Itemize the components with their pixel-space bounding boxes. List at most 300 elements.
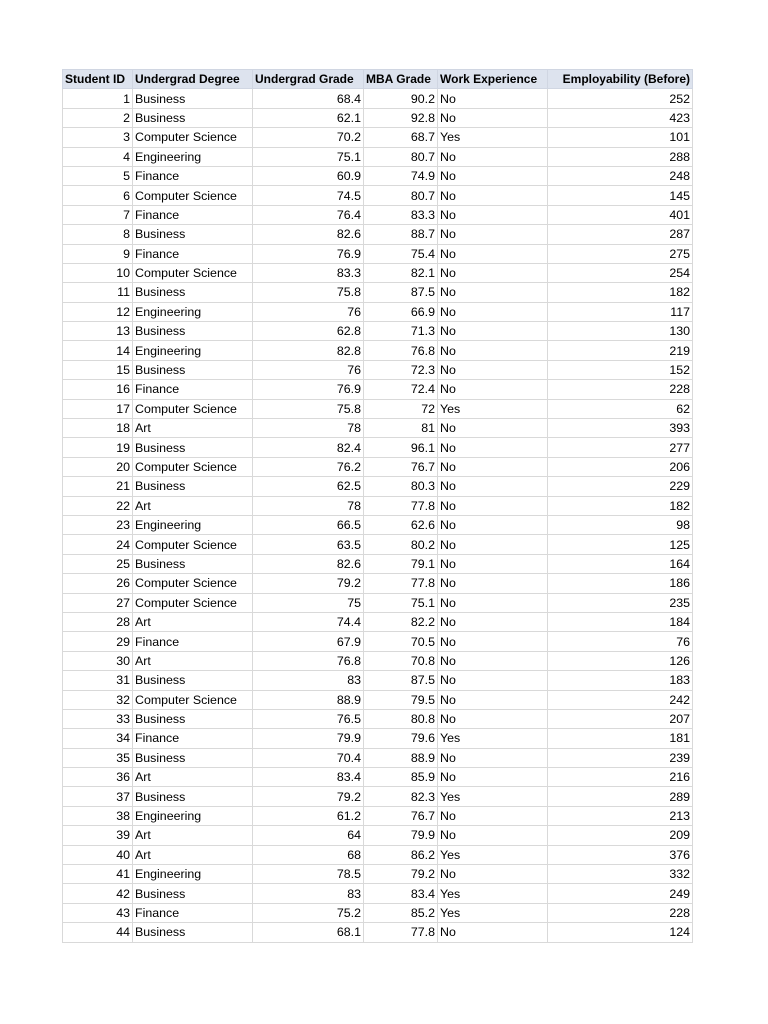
cell-employability-before[interactable]: 126 bbox=[548, 651, 693, 670]
cell-undergrad-degree[interactable]: Business bbox=[133, 923, 253, 942]
cell-work-experience[interactable]: Yes bbox=[438, 787, 548, 806]
cell-employability-before[interactable]: 206 bbox=[548, 457, 693, 476]
cell-undergrad-grade[interactable]: 82.8 bbox=[253, 341, 364, 360]
cell-work-experience[interactable]: No bbox=[438, 380, 548, 399]
cell-undergrad-grade[interactable]: 75 bbox=[253, 593, 364, 612]
cell-mba-grade[interactable]: 77.8 bbox=[364, 923, 438, 942]
cell-employability-before[interactable]: 423 bbox=[548, 108, 693, 127]
cell-student-id[interactable]: 41 bbox=[63, 865, 133, 884]
cell-employability-before[interactable]: 183 bbox=[548, 671, 693, 690]
cell-employability-before[interactable]: 216 bbox=[548, 768, 693, 787]
cell-work-experience[interactable]: No bbox=[438, 515, 548, 534]
cell-mba-grade[interactable]: 83.3 bbox=[364, 205, 438, 224]
cell-employability-before[interactable]: 76 bbox=[548, 632, 693, 651]
cell-undergrad-grade[interactable]: 66.5 bbox=[253, 515, 364, 534]
cell-employability-before[interactable]: 254 bbox=[548, 263, 693, 282]
cell-undergrad-degree[interactable]: Finance bbox=[133, 205, 253, 224]
cell-mba-grade[interactable]: 77.8 bbox=[364, 574, 438, 593]
cell-undergrad-grade[interactable]: 78 bbox=[253, 496, 364, 515]
cell-undergrad-degree[interactable]: Computer Science bbox=[133, 186, 253, 205]
cell-undergrad-grade[interactable]: 76.9 bbox=[253, 380, 364, 399]
cell-work-experience[interactable]: No bbox=[438, 438, 548, 457]
cell-student-id[interactable]: 39 bbox=[63, 826, 133, 845]
cell-student-id[interactable]: 44 bbox=[63, 923, 133, 942]
cell-undergrad-grade[interactable]: 76.9 bbox=[253, 244, 364, 263]
cell-undergrad-grade[interactable]: 75.8 bbox=[253, 283, 364, 302]
cell-employability-before[interactable]: 228 bbox=[548, 903, 693, 922]
cell-mba-grade[interactable]: 80.8 bbox=[364, 709, 438, 728]
header-undergrad-grade[interactable]: Undergrad Grade bbox=[253, 70, 364, 89]
cell-undergrad-grade[interactable]: 68 bbox=[253, 845, 364, 864]
cell-undergrad-degree[interactable]: Finance bbox=[133, 729, 253, 748]
cell-mba-grade[interactable]: 72 bbox=[364, 399, 438, 418]
cell-mba-grade[interactable]: 81 bbox=[364, 419, 438, 438]
cell-undergrad-degree[interactable]: Finance bbox=[133, 903, 253, 922]
cell-undergrad-degree[interactable]: Computer Science bbox=[133, 457, 253, 476]
cell-student-id[interactable]: 17 bbox=[63, 399, 133, 418]
cell-undergrad-degree[interactable]: Art bbox=[133, 845, 253, 864]
cell-student-id[interactable]: 4 bbox=[63, 147, 133, 166]
cell-undergrad-degree[interactable]: Finance bbox=[133, 380, 253, 399]
table-row bbox=[63, 826, 693, 845]
spreadsheet-table bbox=[62, 69, 693, 943]
cell-mba-grade[interactable]: 71.3 bbox=[364, 322, 438, 341]
cell-undergrad-grade[interactable]: 82.6 bbox=[253, 554, 364, 573]
cell-work-experience[interactable]: No bbox=[438, 186, 548, 205]
cell-student-id[interactable]: 18 bbox=[63, 419, 133, 438]
cell-student-id[interactable]: 10 bbox=[63, 263, 133, 282]
cell-work-experience[interactable]: No bbox=[438, 768, 548, 787]
cell-undergrad-grade[interactable]: 67.9 bbox=[253, 632, 364, 651]
table-row bbox=[63, 399, 693, 418]
cell-undergrad-degree[interactable]: Business bbox=[133, 554, 253, 573]
cell-mba-grade[interactable]: 92.8 bbox=[364, 108, 438, 127]
cell-mba-grade[interactable]: 66.9 bbox=[364, 302, 438, 321]
table-row bbox=[63, 457, 693, 476]
header-employability-before[interactable]: Employability (Before) bbox=[548, 70, 693, 89]
cell-work-experience[interactable]: No bbox=[438, 283, 548, 302]
cell-work-experience[interactable]: No bbox=[438, 690, 548, 709]
table-row bbox=[63, 515, 693, 534]
cell-undergrad-degree[interactable]: Business bbox=[133, 748, 253, 767]
cell-student-id[interactable]: 33 bbox=[63, 709, 133, 728]
cell-student-id[interactable]: 15 bbox=[63, 360, 133, 379]
cell-work-experience[interactable]: No bbox=[438, 108, 548, 127]
cell-employability-before[interactable]: 235 bbox=[548, 593, 693, 612]
cell-work-experience[interactable]: No bbox=[438, 748, 548, 767]
cell-mba-grade[interactable]: 76.7 bbox=[364, 457, 438, 476]
cell-mba-grade[interactable]: 82.2 bbox=[364, 612, 438, 631]
cell-employability-before[interactable]: 228 bbox=[548, 380, 693, 399]
table-row bbox=[63, 341, 693, 360]
cell-mba-grade[interactable]: 76.7 bbox=[364, 806, 438, 825]
cell-undergrad-grade[interactable]: 83 bbox=[253, 671, 364, 690]
cell-work-experience[interactable]: No bbox=[438, 263, 548, 282]
cell-work-experience[interactable]: No bbox=[438, 554, 548, 573]
cell-work-experience[interactable]: No bbox=[438, 457, 548, 476]
cell-student-id[interactable]: 6 bbox=[63, 186, 133, 205]
table-row bbox=[63, 186, 693, 205]
cell-employability-before[interactable]: 277 bbox=[548, 438, 693, 457]
cell-undergrad-grade[interactable]: 79.2 bbox=[253, 787, 364, 806]
cell-mba-grade[interactable]: 79.1 bbox=[364, 554, 438, 573]
cell-employability-before[interactable]: 289 bbox=[548, 787, 693, 806]
cell-work-experience[interactable]: No bbox=[438, 419, 548, 438]
cell-work-experience[interactable]: No bbox=[438, 166, 548, 185]
cell-student-id[interactable]: 23 bbox=[63, 515, 133, 534]
cell-student-id[interactable]: 35 bbox=[63, 748, 133, 767]
table-row bbox=[63, 380, 693, 399]
table-row bbox=[63, 593, 693, 612]
cell-employability-before[interactable]: 152 bbox=[548, 360, 693, 379]
table-row bbox=[63, 574, 693, 593]
cell-undergrad-degree[interactable]: Engineering bbox=[133, 147, 253, 166]
cell-employability-before[interactable]: 125 bbox=[548, 535, 693, 554]
table-row bbox=[63, 884, 693, 903]
cell-mba-grade[interactable]: 82.3 bbox=[364, 787, 438, 806]
cell-undergrad-grade[interactable]: 78 bbox=[253, 419, 364, 438]
cell-student-id[interactable]: 43 bbox=[63, 903, 133, 922]
cell-work-experience[interactable]: No bbox=[438, 341, 548, 360]
cell-student-id[interactable]: 32 bbox=[63, 690, 133, 709]
cell-employability-before[interactable]: 182 bbox=[548, 496, 693, 515]
cell-student-id[interactable]: 9 bbox=[63, 244, 133, 263]
cell-undergrad-degree[interactable]: Art bbox=[133, 651, 253, 670]
cell-student-id[interactable]: 26 bbox=[63, 574, 133, 593]
cell-employability-before[interactable]: 164 bbox=[548, 554, 693, 573]
cell-work-experience[interactable]: No bbox=[438, 806, 548, 825]
cell-work-experience[interactable]: No bbox=[438, 477, 548, 496]
cell-student-id[interactable]: 21 bbox=[63, 477, 133, 496]
cell-mba-grade[interactable]: 77.8 bbox=[364, 496, 438, 515]
cell-student-id[interactable]: 7 bbox=[63, 205, 133, 224]
cell-undergrad-degree[interactable]: Finance bbox=[133, 244, 253, 263]
cell-undergrad-degree[interactable]: Computer Science bbox=[133, 128, 253, 147]
cell-undergrad-degree[interactable]: Art bbox=[133, 496, 253, 515]
cell-undergrad-degree[interactable]: Business bbox=[133, 283, 253, 302]
cell-student-id[interactable]: 31 bbox=[63, 671, 133, 690]
cell-undergrad-grade[interactable]: 76 bbox=[253, 360, 364, 379]
cell-mba-grade[interactable]: 79.9 bbox=[364, 826, 438, 845]
cell-employability-before[interactable]: 182 bbox=[548, 283, 693, 302]
cell-employability-before[interactable]: 376 bbox=[548, 845, 693, 864]
cell-student-id[interactable]: 40 bbox=[63, 845, 133, 864]
cell-undergrad-grade[interactable]: 88.9 bbox=[253, 690, 364, 709]
cell-mba-grade[interactable]: 75.4 bbox=[364, 244, 438, 263]
cell-mba-grade[interactable]: 80.7 bbox=[364, 147, 438, 166]
cell-work-experience[interactable]: No bbox=[438, 709, 548, 728]
cell-work-experience[interactable]: Yes bbox=[438, 845, 548, 864]
cell-employability-before[interactable]: 248 bbox=[548, 166, 693, 185]
cell-student-id[interactable]: 25 bbox=[63, 554, 133, 573]
cell-student-id[interactable]: 14 bbox=[63, 341, 133, 360]
cell-employability-before[interactable]: 181 bbox=[548, 729, 693, 748]
cell-employability-before[interactable]: 186 bbox=[548, 574, 693, 593]
cell-undergrad-grade[interactable]: 79.9 bbox=[253, 729, 364, 748]
cell-mba-grade[interactable]: 75.1 bbox=[364, 593, 438, 612]
cell-mba-grade[interactable]: 70.5 bbox=[364, 632, 438, 651]
cell-student-id[interactable]: 12 bbox=[63, 302, 133, 321]
cell-employability-before[interactable]: 117 bbox=[548, 302, 693, 321]
header-work-experience[interactable]: Work Experience bbox=[438, 70, 548, 89]
cell-employability-before[interactable]: 124 bbox=[548, 923, 693, 942]
header-mba-grade[interactable]: MBA Grade bbox=[364, 70, 438, 89]
cell-work-experience[interactable]: No bbox=[438, 632, 548, 651]
cell-undergrad-degree[interactable]: Engineering bbox=[133, 806, 253, 825]
cell-work-experience[interactable]: No bbox=[438, 89, 548, 108]
cell-mba-grade[interactable]: 74.9 bbox=[364, 166, 438, 185]
cell-undergrad-grade[interactable]: 82.4 bbox=[253, 438, 364, 457]
table-row bbox=[63, 845, 693, 864]
cell-work-experience[interactable]: No bbox=[438, 612, 548, 631]
cell-mba-grade[interactable]: 79.6 bbox=[364, 729, 438, 748]
table-row bbox=[63, 768, 693, 787]
cell-undergrad-grade[interactable]: 64 bbox=[253, 826, 364, 845]
table-row bbox=[63, 108, 693, 127]
cell-mba-grade[interactable]: 83.4 bbox=[364, 884, 438, 903]
cell-employability-before[interactable]: 393 bbox=[548, 419, 693, 438]
cell-undergrad-grade[interactable]: 75.1 bbox=[253, 147, 364, 166]
cell-student-id[interactable]: 5 bbox=[63, 166, 133, 185]
cell-work-experience[interactable]: No bbox=[438, 244, 548, 263]
cell-mba-grade[interactable]: 80.7 bbox=[364, 186, 438, 205]
cell-undergrad-grade[interactable]: 60.9 bbox=[253, 166, 364, 185]
cell-undergrad-grade[interactable]: 83.3 bbox=[253, 263, 364, 282]
cell-employability-before[interactable]: 401 bbox=[548, 205, 693, 224]
cell-undergrad-grade[interactable]: 68.4 bbox=[253, 89, 364, 108]
cell-mba-grade[interactable]: 82.1 bbox=[364, 263, 438, 282]
table-row bbox=[63, 671, 693, 690]
cell-undergrad-degree[interactable]: Art bbox=[133, 826, 253, 845]
cell-mba-grade[interactable]: 86.2 bbox=[364, 845, 438, 864]
cell-undergrad-grade[interactable]: 70.4 bbox=[253, 748, 364, 767]
cell-employability-before[interactable]: 242 bbox=[548, 690, 693, 709]
cell-student-id[interactable]: 11 bbox=[63, 283, 133, 302]
cell-undergrad-grade[interactable]: 76.2 bbox=[253, 457, 364, 476]
cell-work-experience[interactable]: Yes bbox=[438, 884, 548, 903]
cell-employability-before[interactable]: 219 bbox=[548, 341, 693, 360]
cell-undergrad-grade[interactable]: 83 bbox=[253, 884, 364, 903]
cell-student-id[interactable]: 2 bbox=[63, 108, 133, 127]
cell-undergrad-grade[interactable]: 75.2 bbox=[253, 903, 364, 922]
cell-student-id[interactable]: 30 bbox=[63, 651, 133, 670]
cell-undergrad-grade[interactable]: 78.5 bbox=[253, 865, 364, 884]
cell-employability-before[interactable]: 62 bbox=[548, 399, 693, 418]
cell-undergrad-grade[interactable]: 61.2 bbox=[253, 806, 364, 825]
cell-undergrad-degree[interactable]: Computer Science bbox=[133, 574, 253, 593]
cell-mba-grade[interactable]: 87.5 bbox=[364, 671, 438, 690]
header-student-id[interactable]: Student ID bbox=[63, 70, 133, 89]
cell-undergrad-degree[interactable]: Art bbox=[133, 768, 253, 787]
cell-undergrad-grade[interactable]: 82.6 bbox=[253, 225, 364, 244]
cell-undergrad-grade[interactable]: 76.4 bbox=[253, 205, 364, 224]
cell-undergrad-grade[interactable]: 62.1 bbox=[253, 108, 364, 127]
cell-undergrad-degree[interactable]: Computer Science bbox=[133, 690, 253, 709]
cell-employability-before[interactable]: 130 bbox=[548, 322, 693, 341]
cell-work-experience[interactable]: No bbox=[438, 574, 548, 593]
cell-student-id[interactable]: 13 bbox=[63, 322, 133, 341]
cell-student-id[interactable]: 36 bbox=[63, 768, 133, 787]
cell-undergrad-degree[interactable]: Business bbox=[133, 322, 253, 341]
cell-employability-before[interactable]: 229 bbox=[548, 477, 693, 496]
cell-undergrad-grade[interactable]: 62.5 bbox=[253, 477, 364, 496]
table-row bbox=[63, 748, 693, 767]
cell-student-id[interactable]: 37 bbox=[63, 787, 133, 806]
table-row bbox=[63, 787, 693, 806]
table-row bbox=[63, 690, 693, 709]
cell-employability-before[interactable]: 213 bbox=[548, 806, 693, 825]
cell-work-experience[interactable]: No bbox=[438, 322, 548, 341]
cell-student-id[interactable]: 34 bbox=[63, 729, 133, 748]
cell-undergrad-degree[interactable]: Business bbox=[133, 108, 253, 127]
cell-undergrad-grade[interactable]: 74.4 bbox=[253, 612, 364, 631]
cell-undergrad-degree[interactable]: Engineering bbox=[133, 515, 253, 534]
cell-student-id[interactable]: 29 bbox=[63, 632, 133, 651]
cell-mba-grade[interactable]: 87.5 bbox=[364, 283, 438, 302]
cell-mba-grade[interactable]: 90.2 bbox=[364, 89, 438, 108]
table-row bbox=[63, 651, 693, 670]
cell-employability-before[interactable]: 98 bbox=[548, 515, 693, 534]
cell-undergrad-degree[interactable]: Business bbox=[133, 360, 253, 379]
cell-undergrad-degree[interactable]: Business bbox=[133, 225, 253, 244]
cell-student-id[interactable]: 24 bbox=[63, 535, 133, 554]
table-row bbox=[63, 612, 693, 631]
cell-undergrad-degree[interactable]: Engineering bbox=[133, 341, 253, 360]
cell-work-experience[interactable]: Yes bbox=[438, 399, 548, 418]
table-row bbox=[63, 554, 693, 573]
cell-work-experience[interactable]: Yes bbox=[438, 729, 548, 748]
cell-undergrad-degree[interactable]: Business bbox=[133, 438, 253, 457]
cell-mba-grade[interactable]: 79.5 bbox=[364, 690, 438, 709]
cell-work-experience[interactable]: No bbox=[438, 360, 548, 379]
cell-mba-grade[interactable]: 96.1 bbox=[364, 438, 438, 457]
table-row bbox=[63, 166, 693, 185]
cell-undergrad-grade[interactable]: 74.5 bbox=[253, 186, 364, 205]
cell-work-experience[interactable]: No bbox=[438, 671, 548, 690]
cell-undergrad-degree[interactable]: Business bbox=[133, 884, 253, 903]
cell-mba-grade[interactable]: 85.2 bbox=[364, 903, 438, 922]
cell-mba-grade[interactable]: 68.7 bbox=[364, 128, 438, 147]
cell-mba-grade[interactable]: 72.3 bbox=[364, 360, 438, 379]
cell-mba-grade[interactable]: 80.2 bbox=[364, 535, 438, 554]
cell-mba-grade[interactable]: 85.9 bbox=[364, 768, 438, 787]
table-body bbox=[63, 89, 693, 942]
cell-student-id[interactable]: 27 bbox=[63, 593, 133, 612]
cell-work-experience[interactable]: No bbox=[438, 865, 548, 884]
cell-work-experience[interactable]: No bbox=[438, 496, 548, 515]
cell-undergrad-degree[interactable]: Engineering bbox=[133, 865, 253, 884]
cell-mba-grade[interactable]: 70.8 bbox=[364, 651, 438, 670]
cell-mba-grade[interactable]: 79.2 bbox=[364, 865, 438, 884]
cell-work-experience[interactable]: No bbox=[438, 651, 548, 670]
cell-undergrad-degree[interactable]: Finance bbox=[133, 632, 253, 651]
cell-student-id[interactable]: 42 bbox=[63, 884, 133, 903]
cell-undergrad-degree[interactable]: Computer Science bbox=[133, 263, 253, 282]
cell-undergrad-degree[interactable]: Engineering bbox=[133, 302, 253, 321]
cell-student-id[interactable]: 22 bbox=[63, 496, 133, 515]
cell-mba-grade[interactable]: 72.4 bbox=[364, 380, 438, 399]
cell-undergrad-grade[interactable]: 70.2 bbox=[253, 128, 364, 147]
cell-employability-before[interactable]: 101 bbox=[548, 128, 693, 147]
table-row bbox=[63, 360, 693, 379]
cell-undergrad-grade[interactable]: 76 bbox=[253, 302, 364, 321]
cell-undergrad-degree[interactable]: Computer Science bbox=[133, 399, 253, 418]
table-row bbox=[63, 419, 693, 438]
cell-student-id[interactable]: 8 bbox=[63, 225, 133, 244]
table-row bbox=[63, 225, 693, 244]
cell-employability-before[interactable]: 249 bbox=[548, 884, 693, 903]
cell-undergrad-degree[interactable]: Business bbox=[133, 477, 253, 496]
cell-student-id[interactable]: 28 bbox=[63, 612, 133, 631]
cell-undergrad-grade[interactable]: 68.1 bbox=[253, 923, 364, 942]
cell-work-experience[interactable]: No bbox=[438, 205, 548, 224]
cell-employability-before[interactable]: 252 bbox=[548, 89, 693, 108]
cell-undergrad-grade[interactable]: 62.8 bbox=[253, 322, 364, 341]
cell-employability-before[interactable]: 239 bbox=[548, 748, 693, 767]
cell-employability-before[interactable]: 332 bbox=[548, 865, 693, 884]
header-undergrad-degree[interactable]: Undergrad Degree bbox=[133, 70, 253, 89]
cell-undergrad-degree[interactable]: Finance bbox=[133, 166, 253, 185]
cell-work-experience[interactable]: No bbox=[438, 225, 548, 244]
cell-undergrad-grade[interactable]: 79.2 bbox=[253, 574, 364, 593]
cell-mba-grade[interactable]: 62.6 bbox=[364, 515, 438, 534]
cell-undergrad-grade[interactable]: 63.5 bbox=[253, 535, 364, 554]
cell-undergrad-degree[interactable]: Business bbox=[133, 787, 253, 806]
cell-undergrad-degree[interactable]: Art bbox=[133, 612, 253, 631]
cell-student-id[interactable]: 1 bbox=[63, 89, 133, 108]
cell-student-id[interactable]: 19 bbox=[63, 438, 133, 457]
cell-work-experience[interactable]: No bbox=[438, 826, 548, 845]
cell-undergrad-degree[interactable]: Business bbox=[133, 89, 253, 108]
cell-work-experience[interactable]: No bbox=[438, 923, 548, 942]
cell-student-id[interactable]: 38 bbox=[63, 806, 133, 825]
cell-undergrad-degree[interactable]: Computer Science bbox=[133, 535, 253, 554]
cell-work-experience[interactable]: No bbox=[438, 535, 548, 554]
cell-mba-grade[interactable]: 88.9 bbox=[364, 748, 438, 767]
cell-employability-before[interactable]: 145 bbox=[548, 186, 693, 205]
cell-mba-grade[interactable]: 80.3 bbox=[364, 477, 438, 496]
cell-student-id[interactable]: 3 bbox=[63, 128, 133, 147]
cell-undergrad-grade[interactable]: 76.8 bbox=[253, 651, 364, 670]
cell-work-experience[interactable]: No bbox=[438, 593, 548, 612]
cell-work-experience[interactable]: No bbox=[438, 147, 548, 166]
cell-employability-before[interactable]: 209 bbox=[548, 826, 693, 845]
cell-work-experience[interactable]: No bbox=[438, 302, 548, 321]
cell-mba-grade[interactable]: 76.8 bbox=[364, 341, 438, 360]
cell-undergrad-grade[interactable]: 75.8 bbox=[253, 399, 364, 418]
cell-undergrad-grade[interactable]: 76.5 bbox=[253, 709, 364, 728]
cell-mba-grade[interactable]: 88.7 bbox=[364, 225, 438, 244]
table-row bbox=[63, 128, 693, 147]
table-row bbox=[63, 729, 693, 748]
table-row bbox=[63, 477, 693, 496]
cell-employability-before[interactable]: 207 bbox=[548, 709, 693, 728]
cell-employability-before[interactable]: 288 bbox=[548, 147, 693, 166]
cell-undergrad-grade[interactable]: 83.4 bbox=[253, 768, 364, 787]
cell-undergrad-degree[interactable]: Business bbox=[133, 671, 253, 690]
cell-undergrad-degree[interactable]: Computer Science bbox=[133, 593, 253, 612]
table-row bbox=[63, 147, 693, 166]
cell-undergrad-degree[interactable]: Business bbox=[133, 709, 253, 728]
cell-employability-before[interactable]: 184 bbox=[548, 612, 693, 631]
cell-student-id[interactable]: 20 bbox=[63, 457, 133, 476]
cell-work-experience[interactable]: Yes bbox=[438, 903, 548, 922]
cell-undergrad-degree[interactable]: Art bbox=[133, 419, 253, 438]
cell-employability-before[interactable]: 275 bbox=[548, 244, 693, 263]
cell-student-id[interactable]: 16 bbox=[63, 380, 133, 399]
cell-work-experience[interactable]: Yes bbox=[438, 128, 548, 147]
cell-employability-before[interactable]: 287 bbox=[548, 225, 693, 244]
